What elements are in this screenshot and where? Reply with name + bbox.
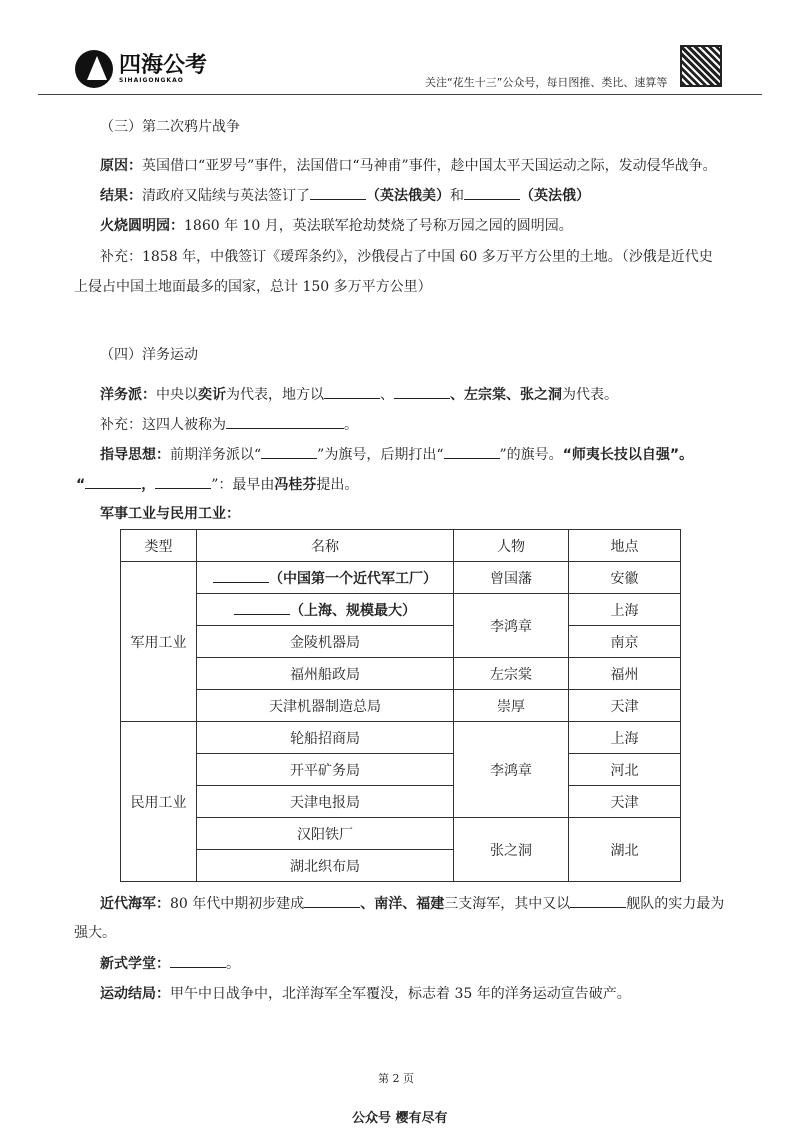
result-line [100, 185, 590, 205]
place-cell: 天津 [569, 690, 681, 722]
footer-account: 公众号 樱有尽有 [352, 1111, 448, 1126]
table-row [121, 658, 681, 690]
label: 运动结局： [100, 986, 170, 1002]
blank [570, 895, 626, 908]
text: 和 [450, 188, 464, 204]
blank [444, 446, 500, 459]
blank [213, 570, 269, 583]
name-cell: 天津电报局 [197, 786, 454, 818]
text: “师夷长技以自强”。 [562, 447, 694, 463]
header-cell: 地点 [569, 530, 681, 562]
logo [75, 50, 207, 88]
section-title: （四）洋务运动 [100, 347, 198, 363]
header-cell: 名称 [197, 530, 454, 562]
blank [85, 476, 141, 489]
text: 军事工业与民用工业： [100, 506, 240, 522]
blank [394, 386, 450, 399]
text: ， [141, 477, 156, 493]
text: 前期洋务派以“ [170, 447, 262, 463]
blank [464, 187, 520, 200]
blank [226, 416, 344, 429]
place-cell: 河北 [569, 754, 681, 786]
header-cell: 人物 [454, 530, 569, 562]
table-row [121, 562, 681, 594]
blank [261, 446, 317, 459]
blank [234, 602, 290, 615]
text: 。 [344, 417, 358, 433]
text: （中国第一个近代军工厂） [269, 570, 437, 587]
qr-code-icon [680, 45, 722, 87]
idea-line [100, 444, 693, 464]
header-slogan: 关注“花生十三”公众号，每日图推、类比、速算等 [425, 76, 668, 89]
page-number: 第 2 页 [378, 1072, 414, 1085]
navy-line-2: 强大。 [74, 925, 116, 941]
name-cell: 开平矿务局 [197, 754, 454, 786]
text: 舰队的实力最为 [626, 896, 725, 912]
supplement-line: 上侵占中国土地面最多的国家，总计 150 多万平方公里） [74, 279, 432, 295]
text: 英国借口“亚罗号”事件，法国借口“马神甫”事件，趁中国太平天国运动之际，发动侵华战争。 [142, 158, 717, 174]
label: 近代海军： [100, 896, 170, 912]
text: 补充：这四人被称为 [100, 417, 226, 433]
text: 、南洋、福建 [360, 896, 445, 912]
place-cell: 安徽 [569, 562, 681, 594]
type-cell: 民用工业 [121, 722, 197, 882]
text: （上海、规模最大） [290, 602, 416, 619]
place-cell: 上海 [569, 722, 681, 754]
blank [310, 187, 366, 200]
place-cell: 上海 [569, 594, 681, 626]
text: 80 年代中期初步建成 [170, 896, 305, 912]
text: 冯桂芬 [274, 477, 317, 493]
text: ”：最早由 [211, 477, 275, 493]
industry-title [100, 503, 240, 523]
navy-line [100, 893, 724, 913]
type-cell: 军用工业 [121, 562, 197, 722]
name-cell: 天津机器制造总局 [197, 690, 454, 722]
text: 三支海军，其中又以 [444, 896, 571, 912]
person-cell: 李鸿章 [454, 594, 569, 658]
text: 奕䜣 [198, 387, 226, 403]
text: ”为旗号，后期打出“ [317, 447, 444, 463]
logo-sail-icon [75, 50, 113, 88]
name-cell: 汉阳铁厂 [197, 818, 454, 850]
text: 甲午中日战争中，北洋海军全军覆没，标志着 35 年的洋务运动宣告破产。 [170, 986, 631, 1002]
supplement-line [100, 414, 358, 434]
text: ”的旗号。 [499, 447, 563, 463]
text: （英法俄） [520, 188, 590, 204]
school-line [100, 953, 240, 973]
blank [324, 386, 380, 399]
section-title: （三）第二次鸦片战争 [100, 119, 240, 135]
table-header-row [121, 530, 681, 562]
table-row [121, 626, 681, 658]
place-cell: 福州 [569, 658, 681, 690]
cause-line [100, 155, 717, 175]
table-row [121, 594, 681, 626]
person-cell: 曾国藩 [454, 562, 569, 594]
party-line [100, 384, 618, 404]
fire-line [100, 215, 573, 235]
name-cell: 金陵机器局 [197, 626, 454, 658]
place-cell: 湖北 [569, 818, 681, 882]
person-cell: 左宗棠 [454, 658, 569, 690]
table-row [121, 754, 681, 786]
label: 新式学堂： [100, 956, 170, 972]
header-cell: 类型 [121, 530, 197, 562]
name-cell: 湖北织布局 [197, 850, 454, 882]
text: （英法俄美） [366, 188, 450, 204]
name-cell: 轮船招商局 [197, 722, 454, 754]
text: 、左宗棠、张之洞 [450, 387, 562, 403]
text: 。 [226, 956, 240, 972]
blank [170, 955, 226, 968]
name-cell [197, 594, 454, 626]
blank [304, 895, 360, 908]
label: 指导思想： [100, 447, 170, 463]
text: “ [76, 477, 86, 493]
label: 洋务派： [100, 387, 156, 403]
table-row [121, 818, 681, 850]
logo-text: 四海公考 [119, 52, 208, 78]
place-cell: 南京 [569, 626, 681, 658]
text: 1860 年 10 月，英法联军抢劫焚烧了号称万园之园的圆明园。 [184, 218, 573, 234]
text: 、 [380, 387, 394, 403]
name-cell: 福州船政局 [197, 658, 454, 690]
logo-subtext: SIHAIGONGKAO [119, 76, 184, 84]
ending-line [100, 983, 631, 1003]
header-divider [38, 94, 762, 95]
supplement-line: 补充：1858 年，中俄签订《瑷珲条约》，沙俄侵占了中国 60 多万平方公里的土地。（沙俄是近代史 [100, 249, 713, 265]
name-cell [197, 562, 454, 594]
label: 原因： [100, 158, 142, 174]
person-cell: 张之洞 [454, 818, 569, 882]
label: 火烧圆明园： [100, 218, 184, 234]
table-row [121, 722, 681, 754]
label: 结果： [100, 188, 142, 204]
text: 清政府又陆续与英法签订了 [142, 188, 310, 204]
industry-table [120, 529, 681, 882]
table-row [121, 786, 681, 818]
person-cell: 李鸿章 [454, 722, 569, 818]
text: 为代表。 [562, 387, 618, 403]
blank [155, 476, 211, 489]
text: 中央以 [156, 387, 198, 403]
place-cell: 天津 [569, 786, 681, 818]
text: 为代表，地方以 [226, 387, 324, 403]
idea-line-2 [76, 474, 358, 494]
table-row [121, 690, 681, 722]
person-cell: 崇厚 [454, 690, 569, 722]
text: 提出。 [316, 477, 359, 493]
